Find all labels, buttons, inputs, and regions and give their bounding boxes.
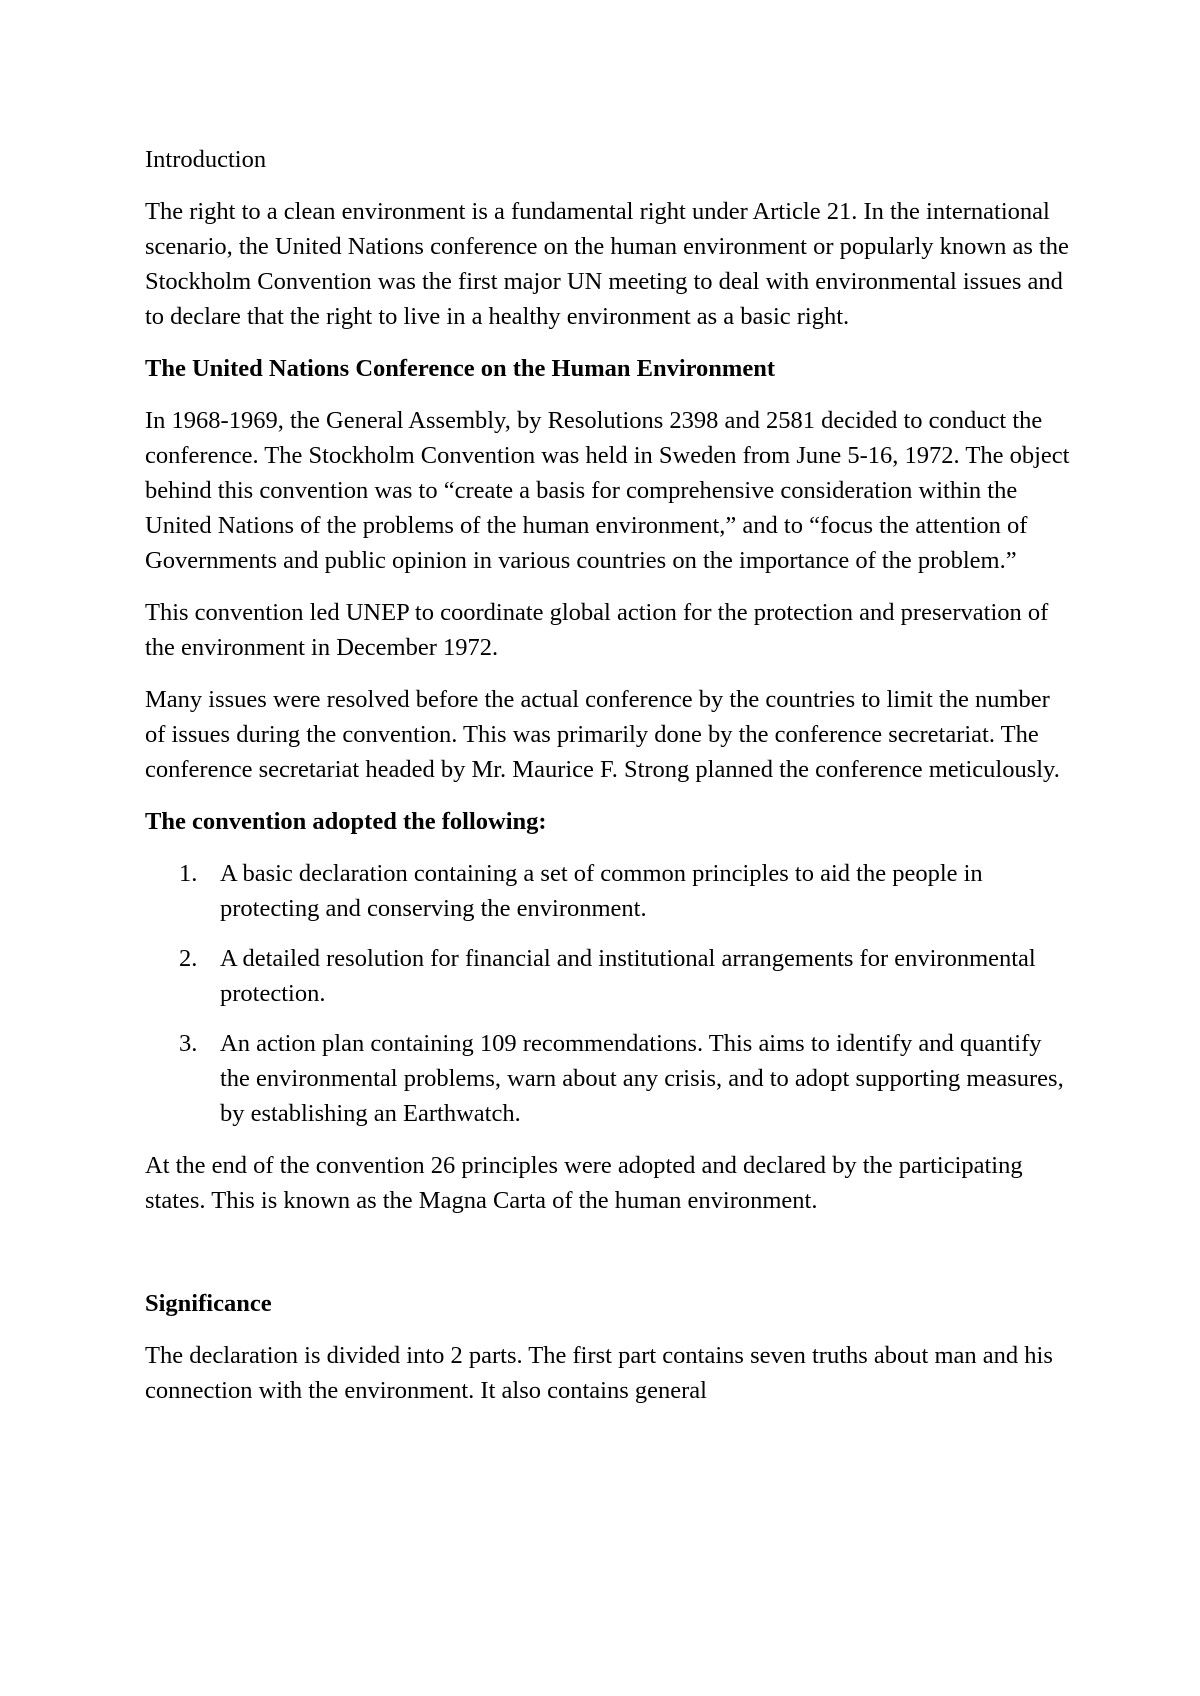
list-item [145,856,1075,926]
paragraph-significance: The declaration is divided into 2 parts. The first part contains seven truths about man and his connection with the environment. It also contains general [145,1342,1053,1404]
list-item-text: A detailed resolution for financial and institutional arrangements for environmental protection. [220,945,1036,1007]
document-body [145,142,1075,1425]
intro-paragraph: The right to a clean environment is a fundamental right under Article 21. In the international scenario, the United Nations conference on the human environment or popularly known as the Stockholm Convention was the first major UN meeting to deal with environmental issues and to declare that the right to live in a healthy environment as a basic right. [145,198,1069,330]
list-item [145,1026,1075,1131]
paragraph-unep: This convention led UNEP to coordinate global action for the protection and preservation of the environment in December 1972. [145,599,1049,661]
intro-heading: Introduction [145,146,267,173]
list-item-text: An action plan containing 109 recommendations. This aims to identify and quantify the environmental problems, warn about any crisis, and to adopt supporting measures, by establishing an Earthwatch. [220,1030,1064,1127]
section-heading-significance: Significance [145,1290,272,1317]
paragraph-resolutions: In 1968-1969, the General Assembly, by Resolutions 2398 and 2581 decided to conduct the conference. The Stockholm Convention was held in Sweden from June 5-16, 1972. The object behind this convention was to “create a basis for comprehensive consideration within the United Nations of the problems of the human environment,” and to “focus the attention of Governments and public opinion in various countries on the importance of the problem.” [145,407,1070,574]
list-item-text: A basic declaration containing a set of common principles to aid the people in protecting and conserving the environment. [220,860,983,922]
adopted-list [145,856,1075,1131]
section-heading-adopted: The convention adopted the following: [145,808,547,835]
section-heading-conference: The United Nations Conference on the Human Environment [145,355,776,382]
paragraph-secretariat: Many issues were resolved before the actual conference by the countries to limit the number of issues during the convention. This was primarily done by the conference secretariat. The conference secretariat headed by Mr. Maurice F. Strong planned the conference meticulously. [145,686,1060,783]
list-item [145,941,1075,1011]
list-item-number: 1. [179,860,198,887]
list-item-number: 2. [179,945,198,972]
list-item-number: 3. [179,1030,198,1057]
paragraph-principles: At the end of the convention 26 principles were adopted and declared by the participating states. This is known as the Magna Carta of the human environment. [145,1152,1023,1214]
